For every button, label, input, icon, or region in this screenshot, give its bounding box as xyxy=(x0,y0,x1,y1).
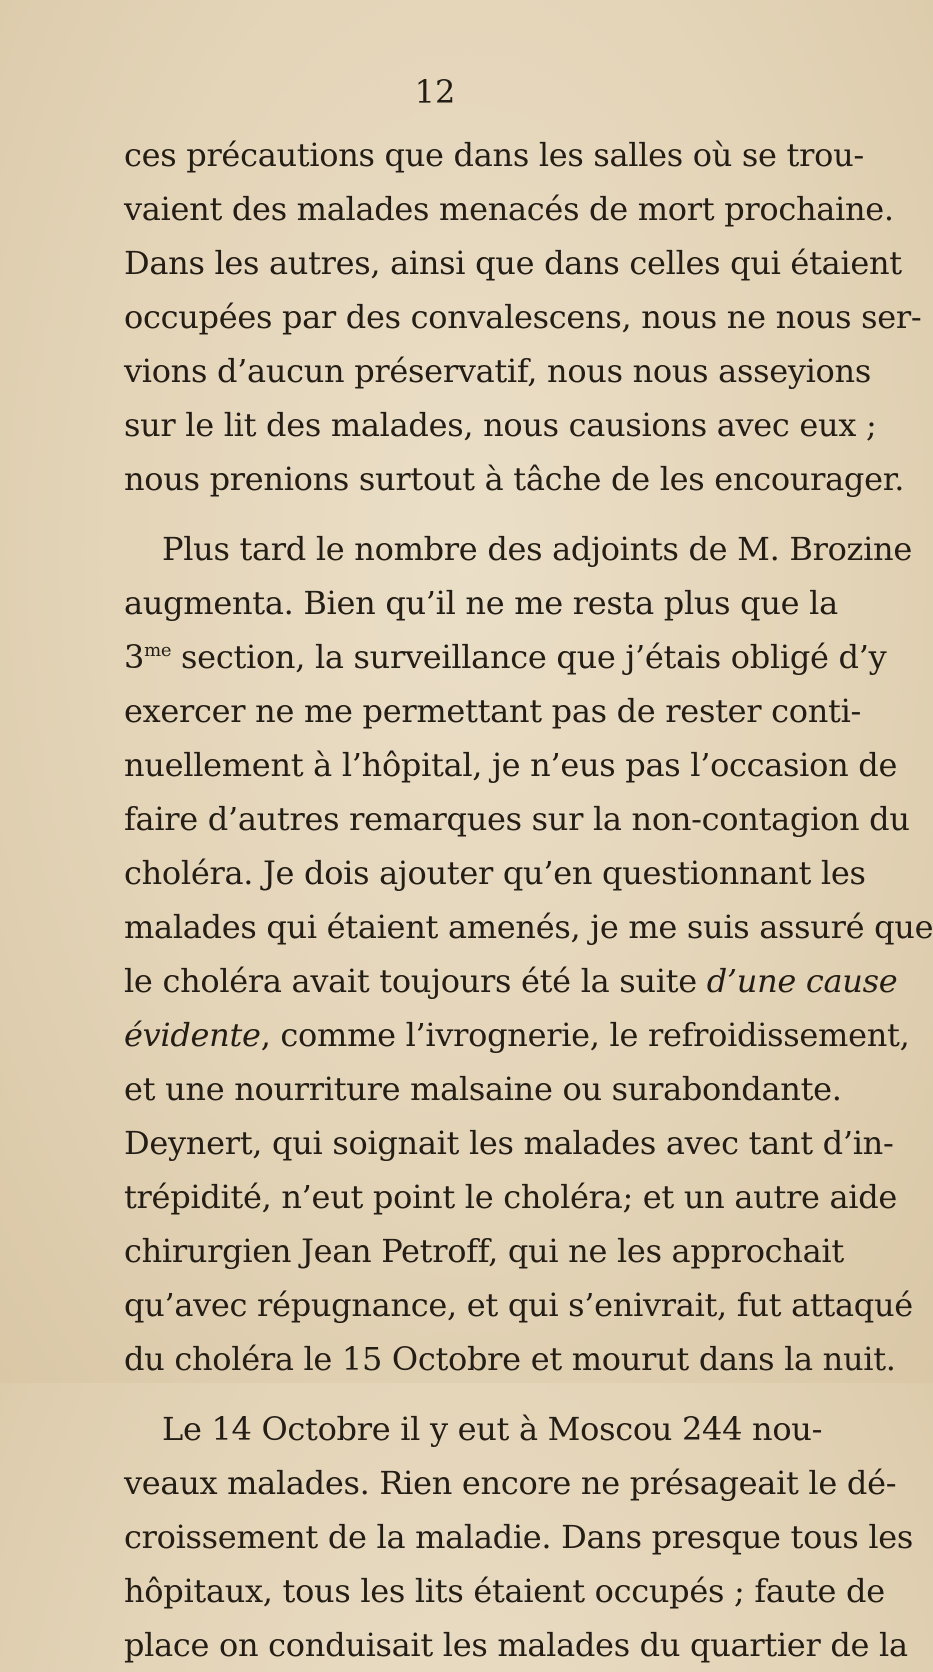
line-text: le choléra avait toujours été la suite xyxy=(124,962,707,1000)
text-line: Le 14 Octobre il y eut à Moscou 244 nou- xyxy=(162,1410,823,1448)
text-line: vions d’aucun préservatif, nous nous asseyions xyxy=(124,352,871,390)
text-line: sur le lit des malades, nous causions avec eux ; xyxy=(124,406,877,444)
text-line xyxy=(124,954,898,1008)
text-line: augmenta. Bien qu’il ne me resta plus que la xyxy=(124,584,838,622)
text-line: Plus tard le nombre des adjoints de M. Brozine xyxy=(162,530,912,568)
italic-text: évidente xyxy=(124,1016,261,1054)
text-line: veaux malades. Rien encore ne présageait le dé- xyxy=(124,1464,897,1502)
text-line: du choléra le 15 Octobre et mourut dans la nuit. xyxy=(124,1340,896,1378)
text-line: malades qui étaient amenés, je me suis assuré que xyxy=(124,908,933,946)
text-line: et une nourriture malsaine ou surabondante. xyxy=(124,1070,842,1108)
page-number: 12 xyxy=(414,73,456,111)
text-line: croissement de la maladie. Dans presque tous les xyxy=(124,1518,914,1556)
text-line: place on conduisait les malades du quartier de la xyxy=(124,1626,908,1664)
text-line: nuellement à l’hôpital, je n’eus pas l’occasion de xyxy=(124,746,898,784)
text-line: occupées par des convalescens, nous ne nous ser- xyxy=(124,298,922,336)
section-number: 3 xyxy=(124,638,145,676)
text-line: hôpitaux, tous les lits étaient occupés ; faute de xyxy=(124,1572,885,1610)
line-text: , comme l’ivrognerie, le refroidissement, xyxy=(260,1016,910,1054)
text-line: choléra. Je dois ajouter qu’en questionnant les xyxy=(124,854,866,892)
text-line: exercer ne me permettant pas de rester conti- xyxy=(124,692,862,730)
text-line: vaient des malades menacés de mort prochaine. xyxy=(124,190,894,228)
line-text: section, la surveillance que j’étais obligé d’y xyxy=(171,638,887,676)
text-line: faire d’autres remarques sur la non-contagion du xyxy=(124,800,910,838)
italic-text: d’une cause xyxy=(706,962,898,1000)
text-line: qu’avec répugnance, et qui s’enivrait, fut attaqué xyxy=(124,1286,913,1324)
text-line xyxy=(124,630,887,684)
text-line: ces précautions que dans les salles où se trou- xyxy=(124,136,864,174)
text-line: chirurgien Jean Petroff, qui ne les approchait xyxy=(124,1232,844,1270)
text-line xyxy=(124,1008,910,1062)
ordinal-superscript: me xyxy=(144,640,172,661)
text-line: Dans les autres, ainsi que dans celles qui étaient xyxy=(124,244,902,282)
body-text xyxy=(124,128,933,1672)
text-line: trépidité, n’eut point le choléra; et un autre aide xyxy=(124,1178,898,1216)
text-line: Deynert, qui soignait les malades avec tant d’in- xyxy=(124,1124,894,1162)
text-line: nous prenions surtout à tâche de les encourager. xyxy=(124,460,905,498)
